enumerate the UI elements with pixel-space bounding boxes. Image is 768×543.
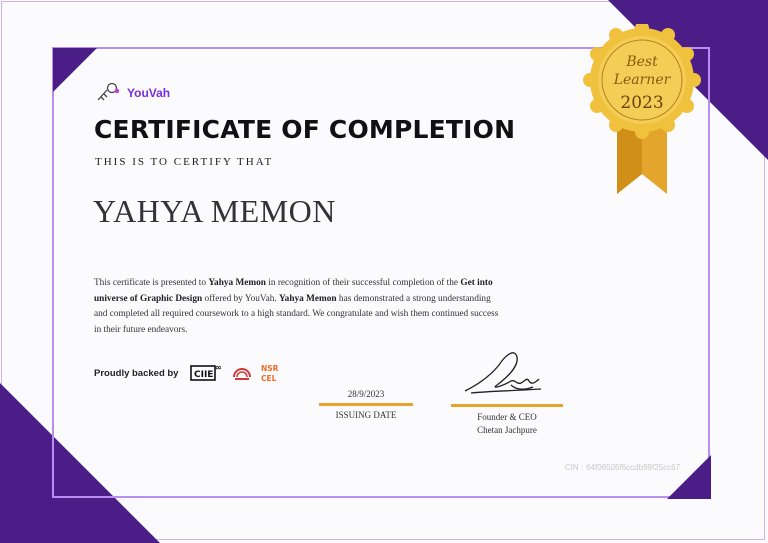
cin-value: 64f06505f6ccdb99f25cc67	[586, 463, 680, 472]
youvah-logo	[95, 82, 170, 104]
signatory-role: Founder & CEO	[477, 412, 537, 422]
cin-label: CIN :	[564, 463, 584, 472]
signature-underline	[451, 404, 563, 407]
issue-date-block	[319, 389, 413, 420]
svg-text:CEL: CEL	[261, 374, 277, 383]
svg-text:∞: ∞	[215, 363, 223, 372]
signature-image	[451, 345, 563, 397]
backed-by-label: Proudly backed by	[94, 367, 179, 379]
svg-text:CIIE: CIIE	[194, 370, 214, 380]
signatory-name: Chetan Jachpure	[477, 425, 537, 435]
svg-text:Learner: Learner	[613, 72, 671, 88]
partner-logo-nsrcel	[260, 362, 284, 384]
best-learner-badge	[583, 24, 701, 204]
svg-text:NSR: NSR	[261, 364, 279, 373]
partner-logo-ciie	[190, 362, 224, 384]
recipient-name-inline: Yahya Memon	[208, 278, 266, 288]
signature-block	[451, 345, 563, 435]
recipient-name: YAHYA MEMON	[93, 193, 336, 229]
frame-corner-top-left	[53, 48, 97, 92]
date-underline	[319, 403, 413, 406]
issue-date: 28/9/2023	[347, 389, 385, 399]
backed-by-section	[94, 362, 292, 384]
issue-date-label: ISSUING DATE	[335, 410, 397, 420]
frame-corner-bottom-right	[667, 455, 711, 499]
key-icon	[95, 82, 121, 104]
svg-text:Best: Best	[626, 54, 658, 70]
recipient-name-inline: Yahya Memon	[279, 293, 337, 304]
cin-number	[565, 463, 680, 472]
brand-name: YouVah	[127, 86, 171, 100]
certificate-title: CERTIFICATE OF COMPLETION	[94, 115, 516, 144]
partner-logo-iit	[232, 363, 252, 383]
svg-text:2023: 2023	[620, 93, 664, 113]
certificate-body: This certificate is presented to Yahya Memon in recognition of their successful completion of the Get into universe of Graphic Design offered by YouVah. Yahya Memon has demonstrated a strong understanding and completed all required coursework to a high standard. We congratulate and wish them continued success in their future endeavors.	[94, 278, 499, 335]
course-name: Get into universe of Graphic Design	[94, 278, 493, 304]
certify-statement: THIS IS TO CERTIFY THAT	[95, 156, 274, 168]
